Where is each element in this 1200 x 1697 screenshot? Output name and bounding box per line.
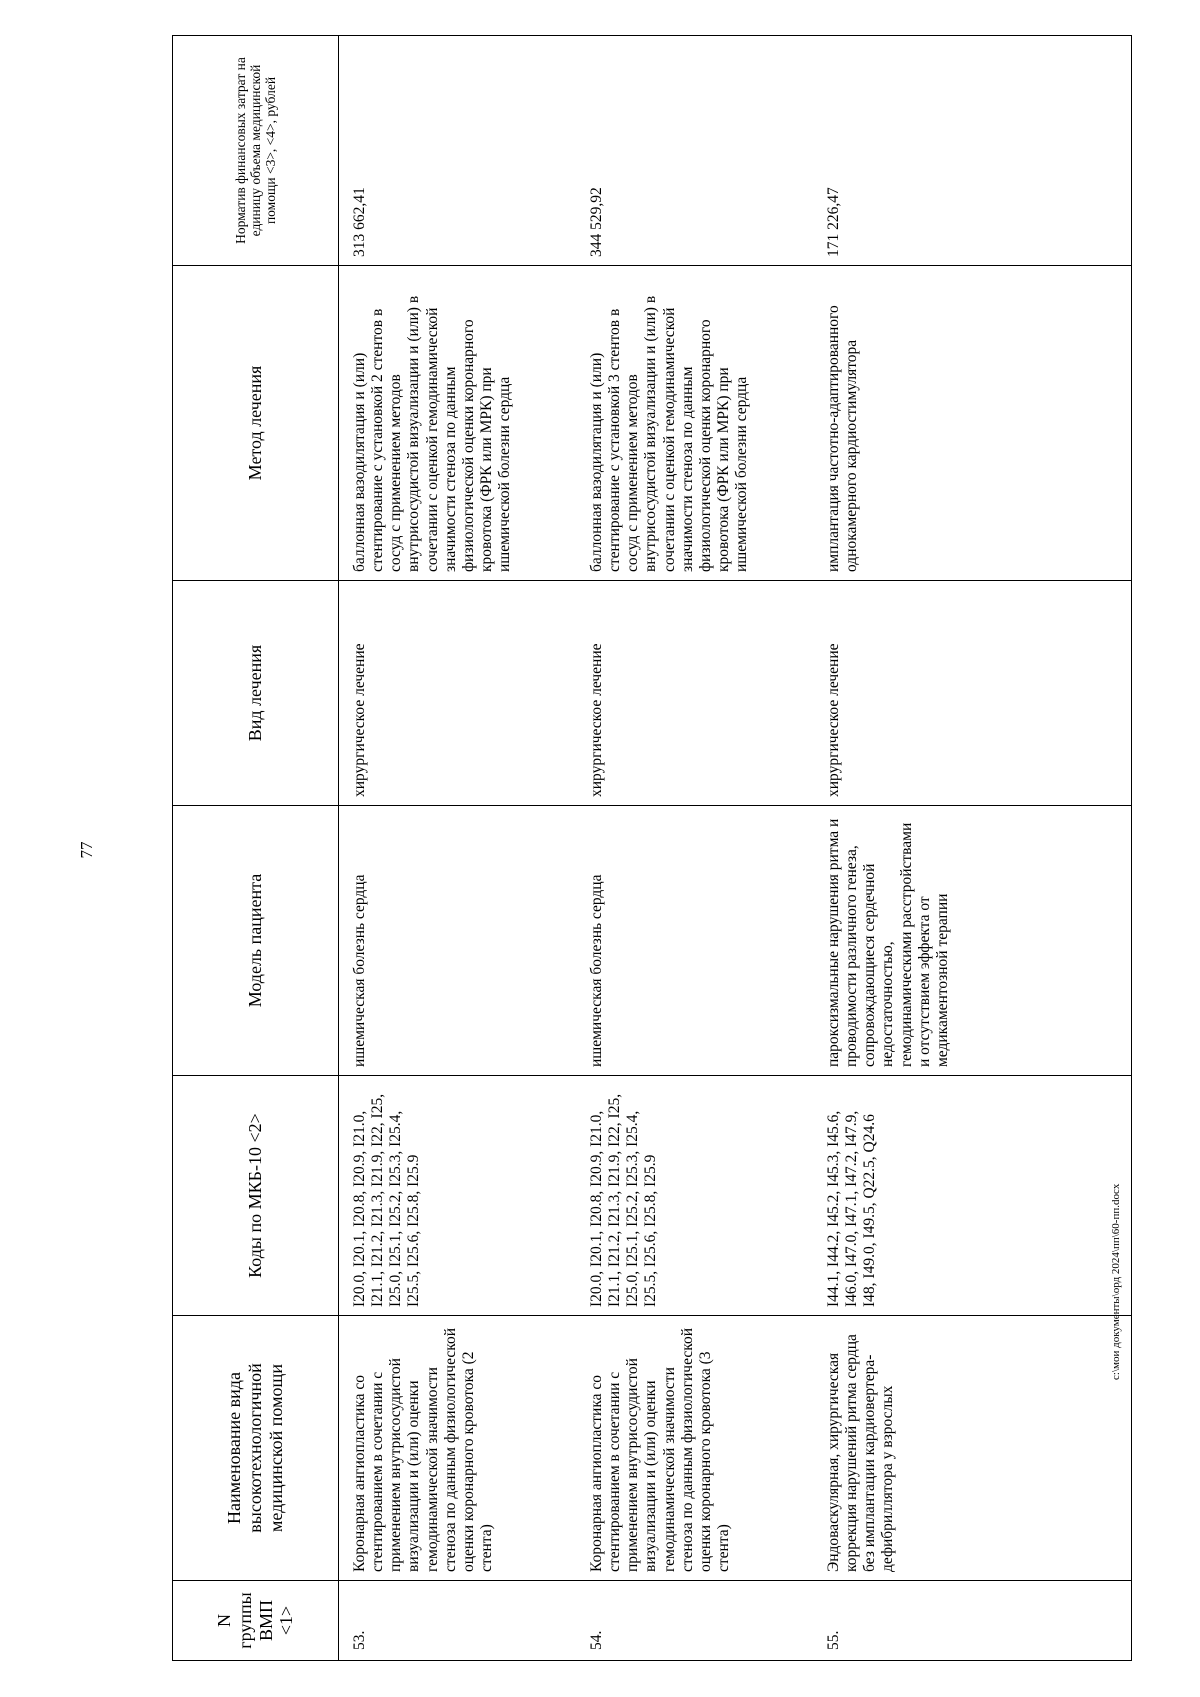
row-treatment-method: баллонная вазодилятация и (или) стентирование с установкой 3 стентов в сосуд с применением методов внутрисосудистой визуализации и (или) в сочетании с оценкой гемодинамической значимости стеноза по данным физиологической оценки коронарного кровотока (ФРК или МРК) при ишемической болезни сердца [582,266,819,581]
row-group-number: 53. [339,1581,583,1661]
row-vmp-name: Коронарная ангиопластика со стентированием в сочетании с применением внутрисосудистой визуализации и (или) оценки гемодинамической значимости стеноза по данным физиологической оценки коронарного кровотока (3 стента) [582,1316,819,1581]
header-vmp-name: Наименование вида высокотехнологичной медицинской помощи [173,1316,339,1581]
row-cost-norm: 313 662,41 [339,36,583,266]
row-cost-norm: 171 226,47 [819,36,1132,266]
table-row [582,36,819,1661]
header-treatment-type: Вид лечения [173,581,339,806]
row-patient-model: ишемическая болезнь сердца [582,806,819,1076]
row-treatment-method: имплантация частотно-адаптированного однокамерного кардиостимулятора [819,266,1132,581]
rotated-table-container [172,36,1182,1661]
row-group-number: 55. [819,1581,1132,1661]
row-icd-codes: I44.1, I44.2, I45.2, I45.3, I45.6, I46.0, I47.0, I47.1, I47.2, I47.9, I48, I49.0, I49.5, Q22.5, Q24.6 [819,1076,1132,1316]
row-treatment-type: хирургическое лечение [582,581,819,806]
row-group-number: 54. [582,1581,819,1661]
header-cost-norm: Норматив финансовых затрат на единицу объема медицинской помощи <3>, <4>, рублей [173,36,339,266]
header-treatment-method: Метод лечения [173,266,339,581]
row-treatment-method: баллонная вазодилятация и (или) стентирование с установкой 2 стентов в сосуд с применением методов внутрисосудистой визуализации и (или) в сочетании с оценкой гемодинамической значимости стеноза по данным физиологической оценки коронарного кровотока (ФРК или МРК) при ишемической болезни сердца [339,266,583,581]
footer-file-path: c:\мои документы\орд 2024\пп\60-пп.docx [1110,1183,1122,1380]
row-cost-norm: 344 529,92 [582,36,819,266]
row-vmp-name: Коронарная ангиопластика со стентированием в сочетании с применением внутрисосудистой визуализации и (или) оценки гемодинамической значимости стеноза по данным физиологической оценки коронарного кровотока (2 стента) [339,1316,583,1581]
header-patient-model: Модель пациента [173,806,339,1076]
row-vmp-name: Эндоваскулярная, хирургическая коррекция нарушений ритма сердца без имплантации кардиовертера-дефибриллятора у взрослых [819,1316,1132,1581]
header-icd-codes: Коды по МКБ-10 <2> [173,1076,339,1316]
row-patient-model: ишемическая болезнь сердца [339,806,583,1076]
table-row [339,36,583,1661]
row-icd-codes: I20.0, I20.1, I20.8, I20.9, I21.0, I21.1, I21.2, I21.3, I21.9, I22, I25, I25.0, I25.1, I25.2, I25.3, I25.4, I25.5, I25.6, I25.8, I25.9 [339,1076,583,1316]
page-number: 77 [77,841,96,859]
header-group-number: N группы ВМП <1> [173,1581,339,1661]
row-patient-model: пароксизмальные нарушения ритма и проводимости различного генеза, сопровождающиеся сердечной недостаточностью, гемодинамическими расстройствами и отсутствием эффекта от медикаментозной терапии [819,806,1132,1076]
row-icd-codes: I20.0, I20.1, I20.8, I20.9, I21.0, I21.1, I21.2, I21.3, I21.9, I22, I25, I25.0, I25.1, I25.2, I25.3, I25.4, I25.5, I25.6, I25.8, I25.9 [582,1076,819,1316]
row-treatment-type: хирургическое лечение [339,581,583,806]
row-treatment-type: хирургическое лечение [819,581,1132,806]
table-row [819,36,1132,1661]
table-header-row [173,36,339,1661]
vmp-table [172,35,1132,1661]
